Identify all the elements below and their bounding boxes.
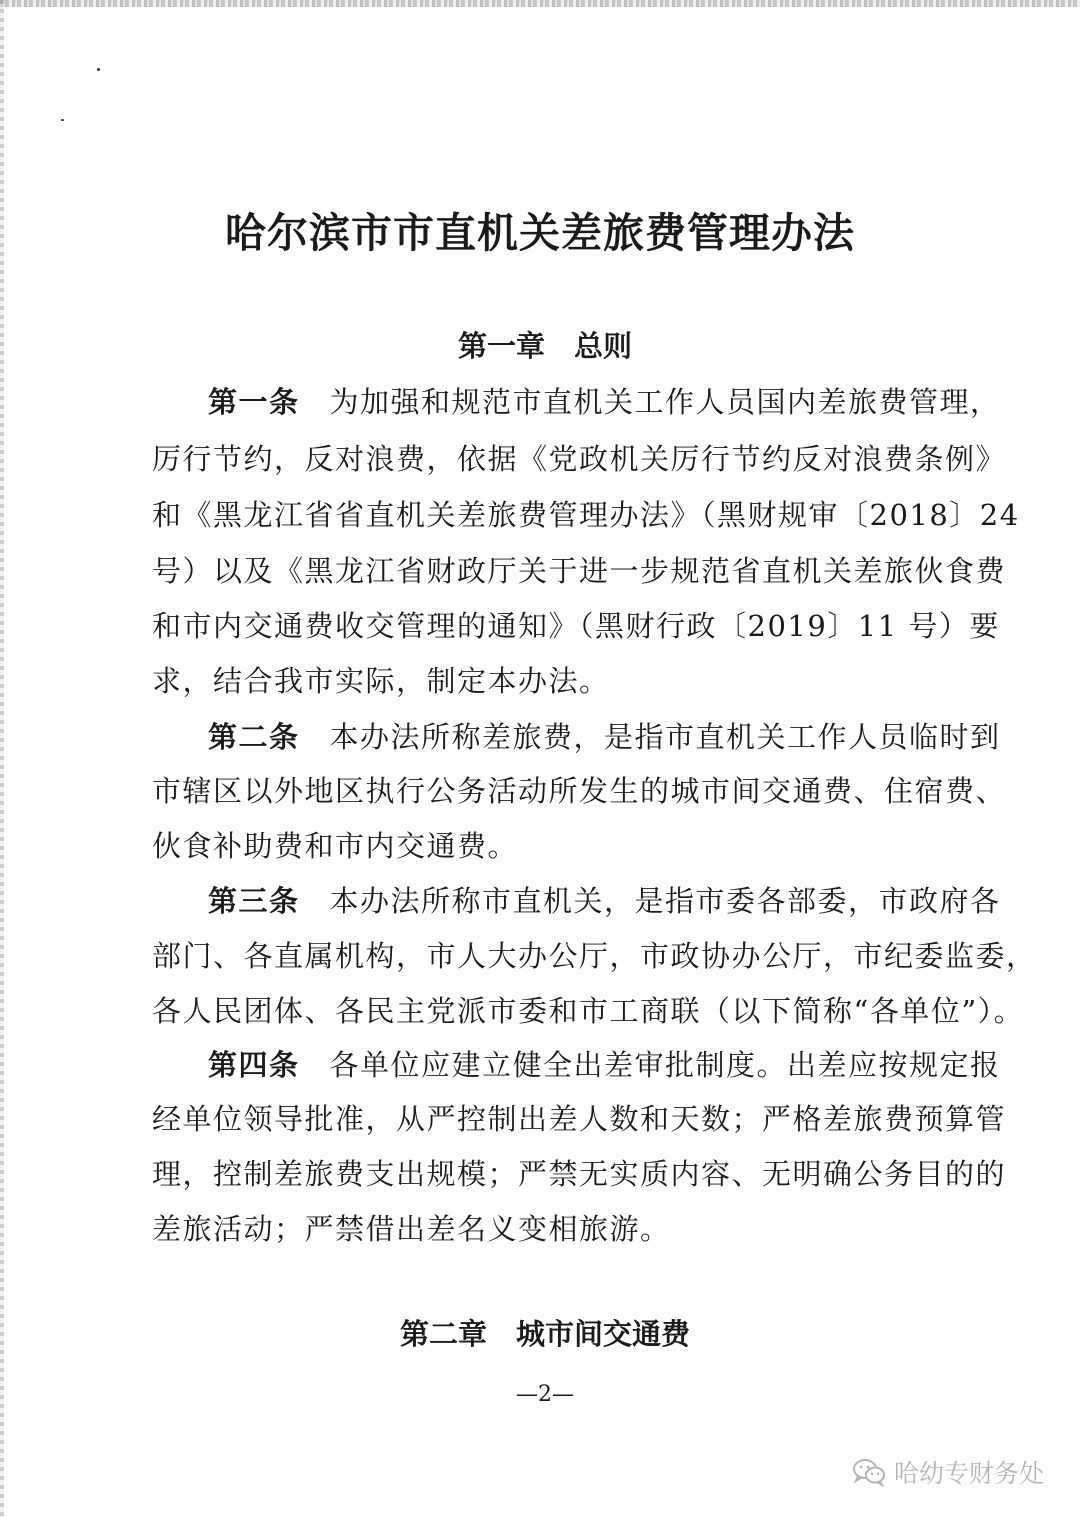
article-line: 号）以及《黑龙江省财政厅关于进一步规范省直机关差旅伙食费 — [152, 554, 1007, 588]
watermark-text: 哈幼专财务处 — [893, 1459, 1044, 1488]
scan-speck — [61, 119, 64, 121]
article-line: 求，结合我市实际，制定本办法。 — [152, 664, 610, 698]
article-line: 差旅活动；严禁借出差名义变相旅游。 — [152, 1212, 671, 1246]
chapter-heading-1: 第一章 总则 — [457, 329, 632, 363]
article-head: 第一条 — [208, 385, 300, 419]
article-line: 市辖区以外地区执行公务活动所发生的城市间交通费、住宿费、 — [152, 774, 1007, 808]
scan-speck — [97, 68, 100, 71]
article-line: 和市内交通费收交管理的通知》（黑财行政〔2019〕11 号）要 — [152, 609, 1000, 643]
wechat-watermark — [852, 1452, 1044, 1492]
article-line: 经单位领导批准，从严控制出差人数和天数；严格差旅费预算管 — [152, 1102, 1007, 1136]
article-head: 第二条 — [208, 720, 300, 754]
article-line: 和《黑龙江省省直机关差旅费管理办法》（黑财规审〔2018〕24 — [152, 498, 1020, 532]
article-line: 第一条 为加强和规范市直机关工作人员国内差旅费管理， — [208, 385, 1001, 419]
scan-edge-top — [0, 0, 1080, 7]
chapter-heading-2: 第二章 城市间交通费 — [399, 1317, 690, 1351]
article-line: 各人民团体、各民主党派市委和市工商联（以下简称“各单位”）。 — [152, 994, 1025, 1028]
wechat-icon — [852, 1457, 886, 1487]
article-line: 第三条 本办法所称市直机关，是指市委各部委，市政府各 — [208, 884, 1001, 918]
document-title: 哈尔滨市市直机关差旅费管理办法 — [225, 209, 855, 257]
article-line: 理，控制差旅费支出规模；严禁无实质内容、无明确公务目的的 — [152, 1157, 1007, 1191]
article-line: 部门、各直属机构，市人大办公厅，市政协办公厅，市纪委监委， — [152, 939, 1037, 973]
article-line: 厉行节约，反对浪费，依据《党政机关厉行节约反对浪费条例》 — [152, 442, 1007, 476]
article-head: 第三条 — [208, 884, 300, 918]
article-line: 第四条 各单位应建立健全出差审批制度。出差应按规定报 — [208, 1048, 1001, 1082]
article-line: 伙食补助费和市内交通费。 — [152, 829, 519, 863]
article-head: 第四条 — [208, 1048, 300, 1082]
article-line: 第二条 本办法所称差旅费，是指市直机关工作人员临时到 — [208, 720, 1001, 754]
page-number: —2— — [516, 1382, 574, 1407]
